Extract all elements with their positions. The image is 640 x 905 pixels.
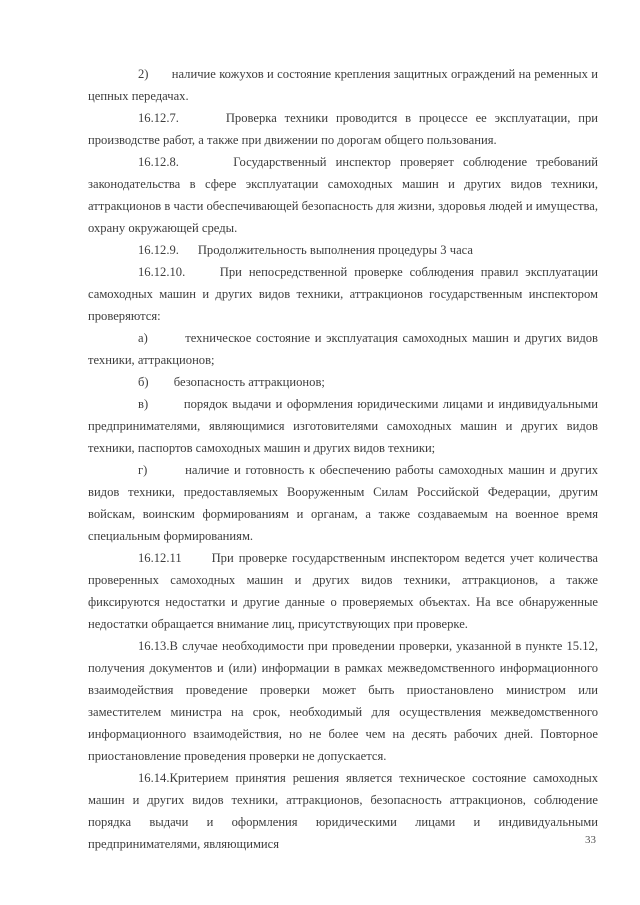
paragraph-item-a: а) техническое состояние и эксплуатация самоходных машин и других видов техники, аттракционов; (88, 331, 598, 367)
paragraph-16-12-8: 16.12.8. Государственный инспектор проверяет соблюдение требований законодательства в сфере эксплуатации самоходных машин и других видов техники, аттракционов в части обеспечивающей безопасность для жизни, здоровья людей и имущества, охрану окружающей среды. (88, 155, 598, 235)
page-number: 33 (585, 834, 596, 846)
document-body (88, 63, 598, 855)
paragraph-16-12-7: 16.12.7. Проверка техники проводится в процессе ее эксплуатации, при производстве работ, а также при движении по дорогам общего пользования. (88, 111, 598, 147)
paragraph-item-v: в) порядок выдачи и оформления юридическими лицами и индивидуальными предпринимателями, являющимися изготовителями самоходных машин и других видов техники, паспортов самоходных машин и других видов техники; (88, 397, 598, 455)
paragraph-item-g: г) наличие и готовность к обеспечению работы самоходных машин и других видов техники, предоставляемых Вооруженным Силам Российской Федерации, другим войскам, воинским формированиям и органам, а также создаваемым на военное время специальным формированиям. (88, 463, 598, 543)
paragraph-16-12-10: 16.12.10. При непосредственной проверке соблюдения правил эксплуатации самоходных машин и других видов техники, аттракционов государственным инспектором проверяются: (88, 265, 598, 323)
paragraph-2-guards: 2) наличие кожухов и состояние крепления защитных ограждений на ременных и цепных передачах. (88, 67, 598, 103)
paragraph-16-13: 16.13.В случае необходимости при проведении проверки, указанной в пункте 15.12, получения документов и (или) информации в рамках межведомственного информационного взаимодействия проведение проверки может быть приостановлено министром или заместителем министра на срок, необходимый для осуществления межведомственного информационного взаимодействия, но не более чем на десять рабочих дней. Повторное приостановление проведения проверки не допускается. (88, 639, 598, 763)
paragraph-item-b: б) безопасность аттракционов; (138, 375, 325, 389)
paragraph-16-12-11: 16.12.11 При проверке государственным инспектором ведется учет количества проверенных самоходных машин и других видов техники, аттракционов, а также фиксируются недостатки и другие данные о проверяемых объектах. На все обнаруженные недостатки обращается внимание лиц, присутствующих при проверке. (88, 551, 598, 631)
paragraph-16-12-9: 16.12.9. Продолжительность выполнения процедуры 3 часа (138, 243, 473, 257)
paragraph-16-14: 16.14.Критерием принятия решения является техническое состояние самоходных машин и других видов техники, аттракционов, безопасность аттракционов, соблюдение порядка выдачи и оформления юридическими лицами и индивидуальными предпринимателями, являющимися (88, 771, 598, 851)
